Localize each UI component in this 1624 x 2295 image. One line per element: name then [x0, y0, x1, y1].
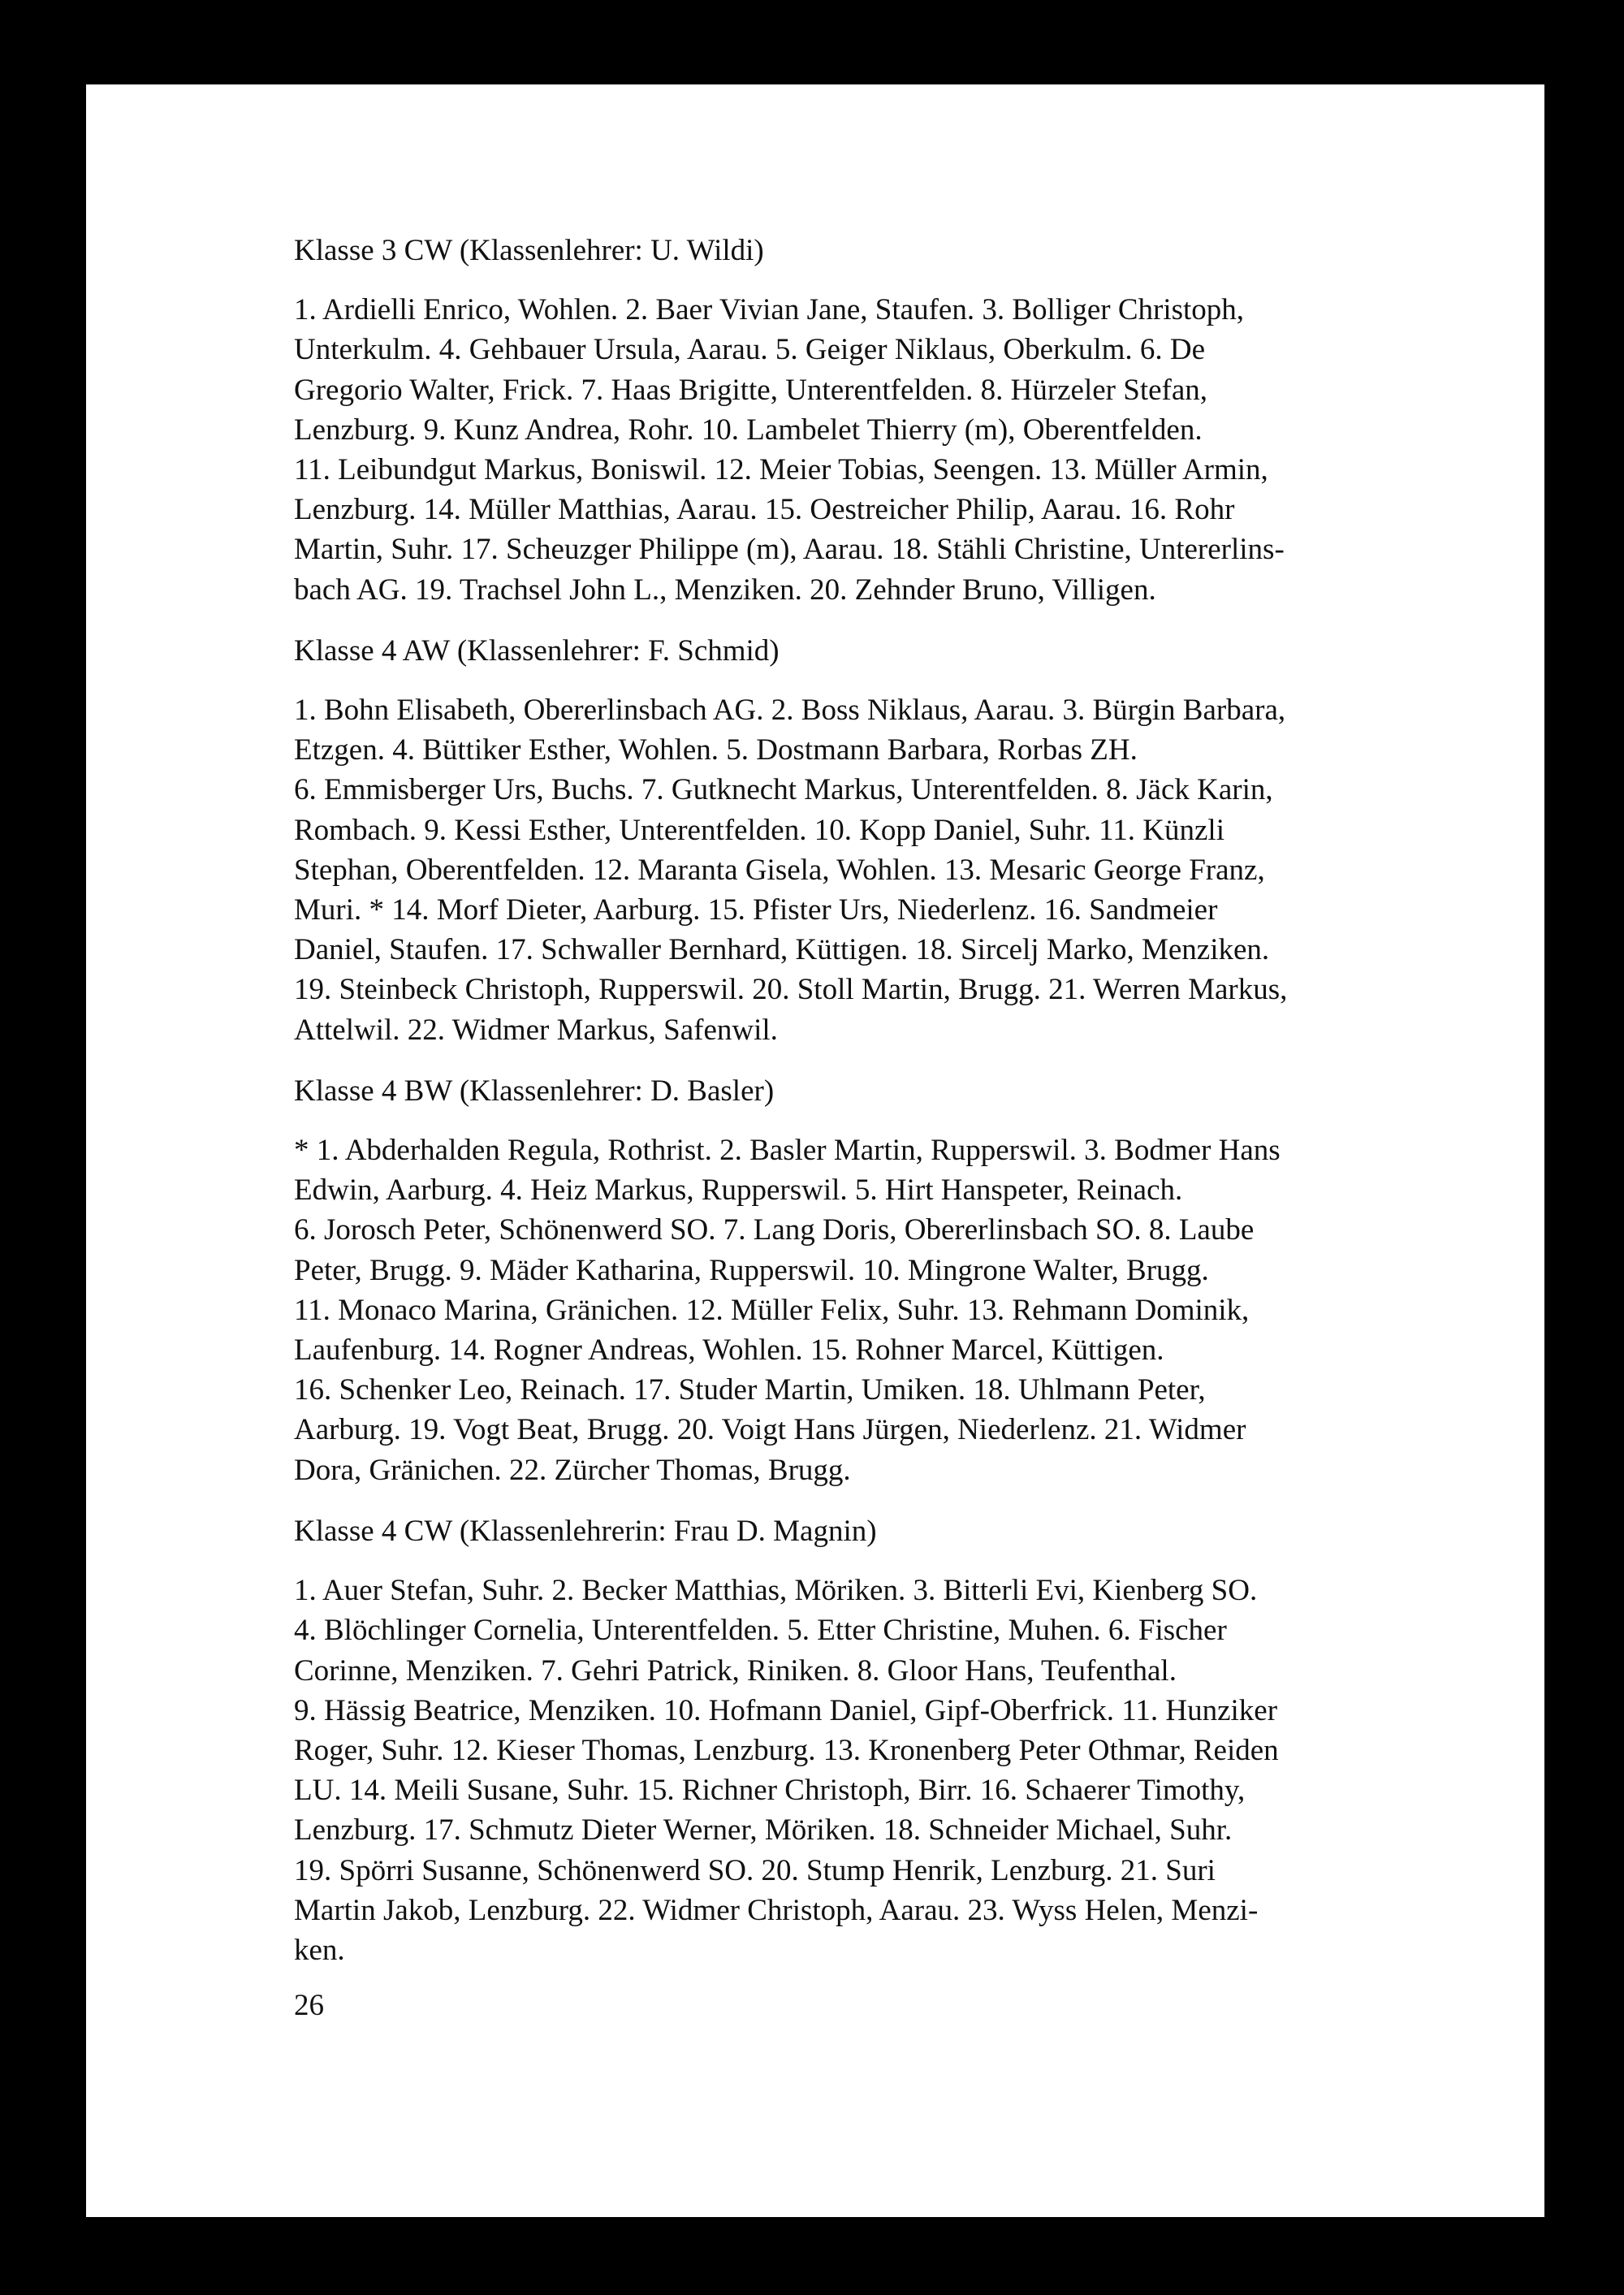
student-list [294, 1571, 1544, 1970]
section-klasse-3-cw [294, 231, 1544, 610]
student-list [294, 690, 1544, 1050]
section-heading: Klasse 4 BW (Klassenlehrer: D. Basler) [294, 1074, 775, 1108]
section-klasse-4-bw [294, 1071, 1544, 1490]
student-list-line: Lenzburg. 14. Müller Matthias, Aarau. 15. Oestreicher Philip, Aarau. 16. Rohr [294, 493, 1235, 527]
student-list-line: * 1. Abderhalden Regula, Rothrist. 2. Basler Martin, Rupperswil. 3. Bodmer Hans [294, 1134, 1281, 1168]
section-heading: Klasse 4 CW (Klassenlehrerin: Frau D. Magnin) [294, 1514, 877, 1548]
student-list [294, 1130, 1544, 1490]
section-klasse-4-cw [294, 1511, 1544, 1970]
student-list-line: Martin, Suhr. 17. Scheuzger Philippe (m), Aarau. 18. Stähli Christine, Untererlins- [294, 533, 1285, 567]
student-list-line: Unterkulm. 4. Gehbauer Ursula, Aarau. 5. Geiger Niklaus, Oberkulm. 6. De [294, 333, 1206, 367]
student-list-line: 1. Ardielli Enrico, Wohlen. 2. Baer Vivian Jane, Staufen. 3. Bolliger Christoph, [294, 293, 1245, 327]
student-list-line: Rombach. 9. Kessi Esther, Unterentfelden. 10. Kopp Daniel, Suhr. 11. Künzli [294, 813, 1224, 847]
student-list-line: Stephan, Oberentfelden. 12. Maranta Gisela, Wohlen. 13. Mesaric George Franz, [294, 853, 1265, 887]
student-list-line: 4. Blöchlinger Cornelia, Unterentfelden. 5. Etter Christine, Muhen. 6. Fischer [294, 1614, 1227, 1648]
student-list-line: ken. [294, 1933, 345, 1967]
student-list-line: 1. Auer Stefan, Suhr. 2. Becker Matthias, Möriken. 3. Bitterli Evi, Kienberg SO. [294, 1574, 1258, 1608]
student-list-line: Corinne, Menziken. 7. Gehri Patrick, Riniken. 8. Gloor Hans, Teufenthal. [294, 1653, 1177, 1688]
section-heading: Klasse 3 CW (Klassenlehrer: U. Wildi) [294, 234, 764, 267]
student-list-line: 6. Jorosch Peter, Schönenwerd SO. 7. Lang Doris, Obererlinsbach SO. 8. Laube [294, 1213, 1255, 1247]
student-list-line: LU. 14. Meili Susane, Suhr. 15. Richner Christoph, Birr. 16. Schaerer Timothy, [294, 1774, 1246, 1808]
student-list-line: Roger, Suhr. 12. Kieser Thomas, Lenzburg. 13. Kronenberg Peter Othmar, Reiden [294, 1733, 1279, 1767]
page-number: 26 [294, 1989, 324, 2022]
student-list-line: Dora, Gränichen. 22. Zürcher Thomas, Brugg. [294, 1453, 851, 1487]
section-heading: Klasse 4 AW (Klassenlehrer: F. Schmid) [294, 633, 780, 668]
student-list [294, 290, 1544, 610]
student-list-line: Lenzburg. 9. Kunz Andrea, Rohr. 10. Lambelet Thierry (m), Oberentfelden. [294, 413, 1203, 447]
student-list-line: 11. Leibundgut Markus, Boniswil. 12. Meier Tobias, Seengen. 13. Müller Armin, [294, 453, 1268, 487]
student-list-line: Daniel, Staufen. 17. Schwaller Bernhard, Küttigen. 18. Sircelj Marko, Menziken. [294, 933, 1270, 967]
student-list-line: Laufenburg. 14. Rogner Andreas, Wohlen. 15. Rohner Marcel, Küttigen. [294, 1333, 1164, 1368]
student-list-line: 6. Emmisberger Urs, Buchs. 7. Gutknecht Markus, Unterentfelden. 8. Jäck Karin, [294, 773, 1273, 807]
student-list-line: 16. Schenker Leo, Reinach. 17. Studer Martin, Umiken. 18. Uhlmann Peter, [294, 1373, 1206, 1407]
student-list-line: bach AG. 19. Trachsel John L., Menziken. 20. Zehnder Bruno, Villigen. [294, 573, 1156, 607]
section-klasse-4-aw [294, 631, 1544, 1050]
document-page [86, 84, 1544, 2217]
class-lists [294, 231, 1544, 1970]
student-list-line: 19. Spörri Susanne, Schönenwerd SO. 20. Stump Henrik, Lenzburg. 21. Suri [294, 1853, 1216, 1887]
student-list-line: 19. Steinbeck Christoph, Rupperswil. 20. Stoll Martin, Brugg. 21. Werren Markus, [294, 973, 1288, 1007]
student-list-line: Muri. * 14. Morf Dieter, Aarburg. 15. Pfister Urs, Niederlenz. 16. Sandmeier [294, 893, 1218, 927]
student-list-line: Martin Jakob, Lenzburg. 22. Widmer Christoph, Aarau. 23. Wyss Helen, Menzi- [294, 1893, 1259, 1927]
student-list-line: Gregorio Walter, Frick. 7. Haas Brigitte, Unterentfelden. 8. Hürzeler Stefan, [294, 373, 1208, 407]
student-list-line: Etzgen. 4. Büttiker Esther, Wohlen. 5. Dostmann Barbara, Rorbas ZH. [294, 733, 1138, 767]
student-list-line: 9. Hässig Beatrice, Menziken. 10. Hofmann Daniel, Gipf-Oberfrick. 11. Hunziker [294, 1693, 1278, 1727]
student-list-line: 1. Bohn Elisabeth, Obererlinsbach AG. 2. Boss Niklaus, Aarau. 3. Bürgin Barbara, [294, 694, 1286, 728]
student-list-line: Lenzburg. 17. Schmutz Dieter Werner, Möriken. 18. Schneider Michael, Suhr. [294, 1813, 1233, 1848]
student-list-line: Attelwil. 22. Widmer Markus, Safenwil. [294, 1013, 778, 1047]
student-list-line: 11. Monaco Marina, Gränichen. 12. Müller Felix, Suhr. 13. Rehmann Dominik, [294, 1293, 1250, 1327]
student-list-line: Peter, Brugg. 9. Mäder Katharina, Rupperswil. 10. Mingrone Walter, Brugg. [294, 1253, 1209, 1287]
student-list-line: Aarburg. 19. Vogt Beat, Brugg. 20. Voigt Hans Jürgen, Niederlenz. 21. Widmer [294, 1413, 1246, 1447]
student-list-line: Edwin, Aarburg. 4. Heiz Markus, Rupperswil. 5. Hirt Hanspeter, Reinach. [294, 1173, 1183, 1208]
